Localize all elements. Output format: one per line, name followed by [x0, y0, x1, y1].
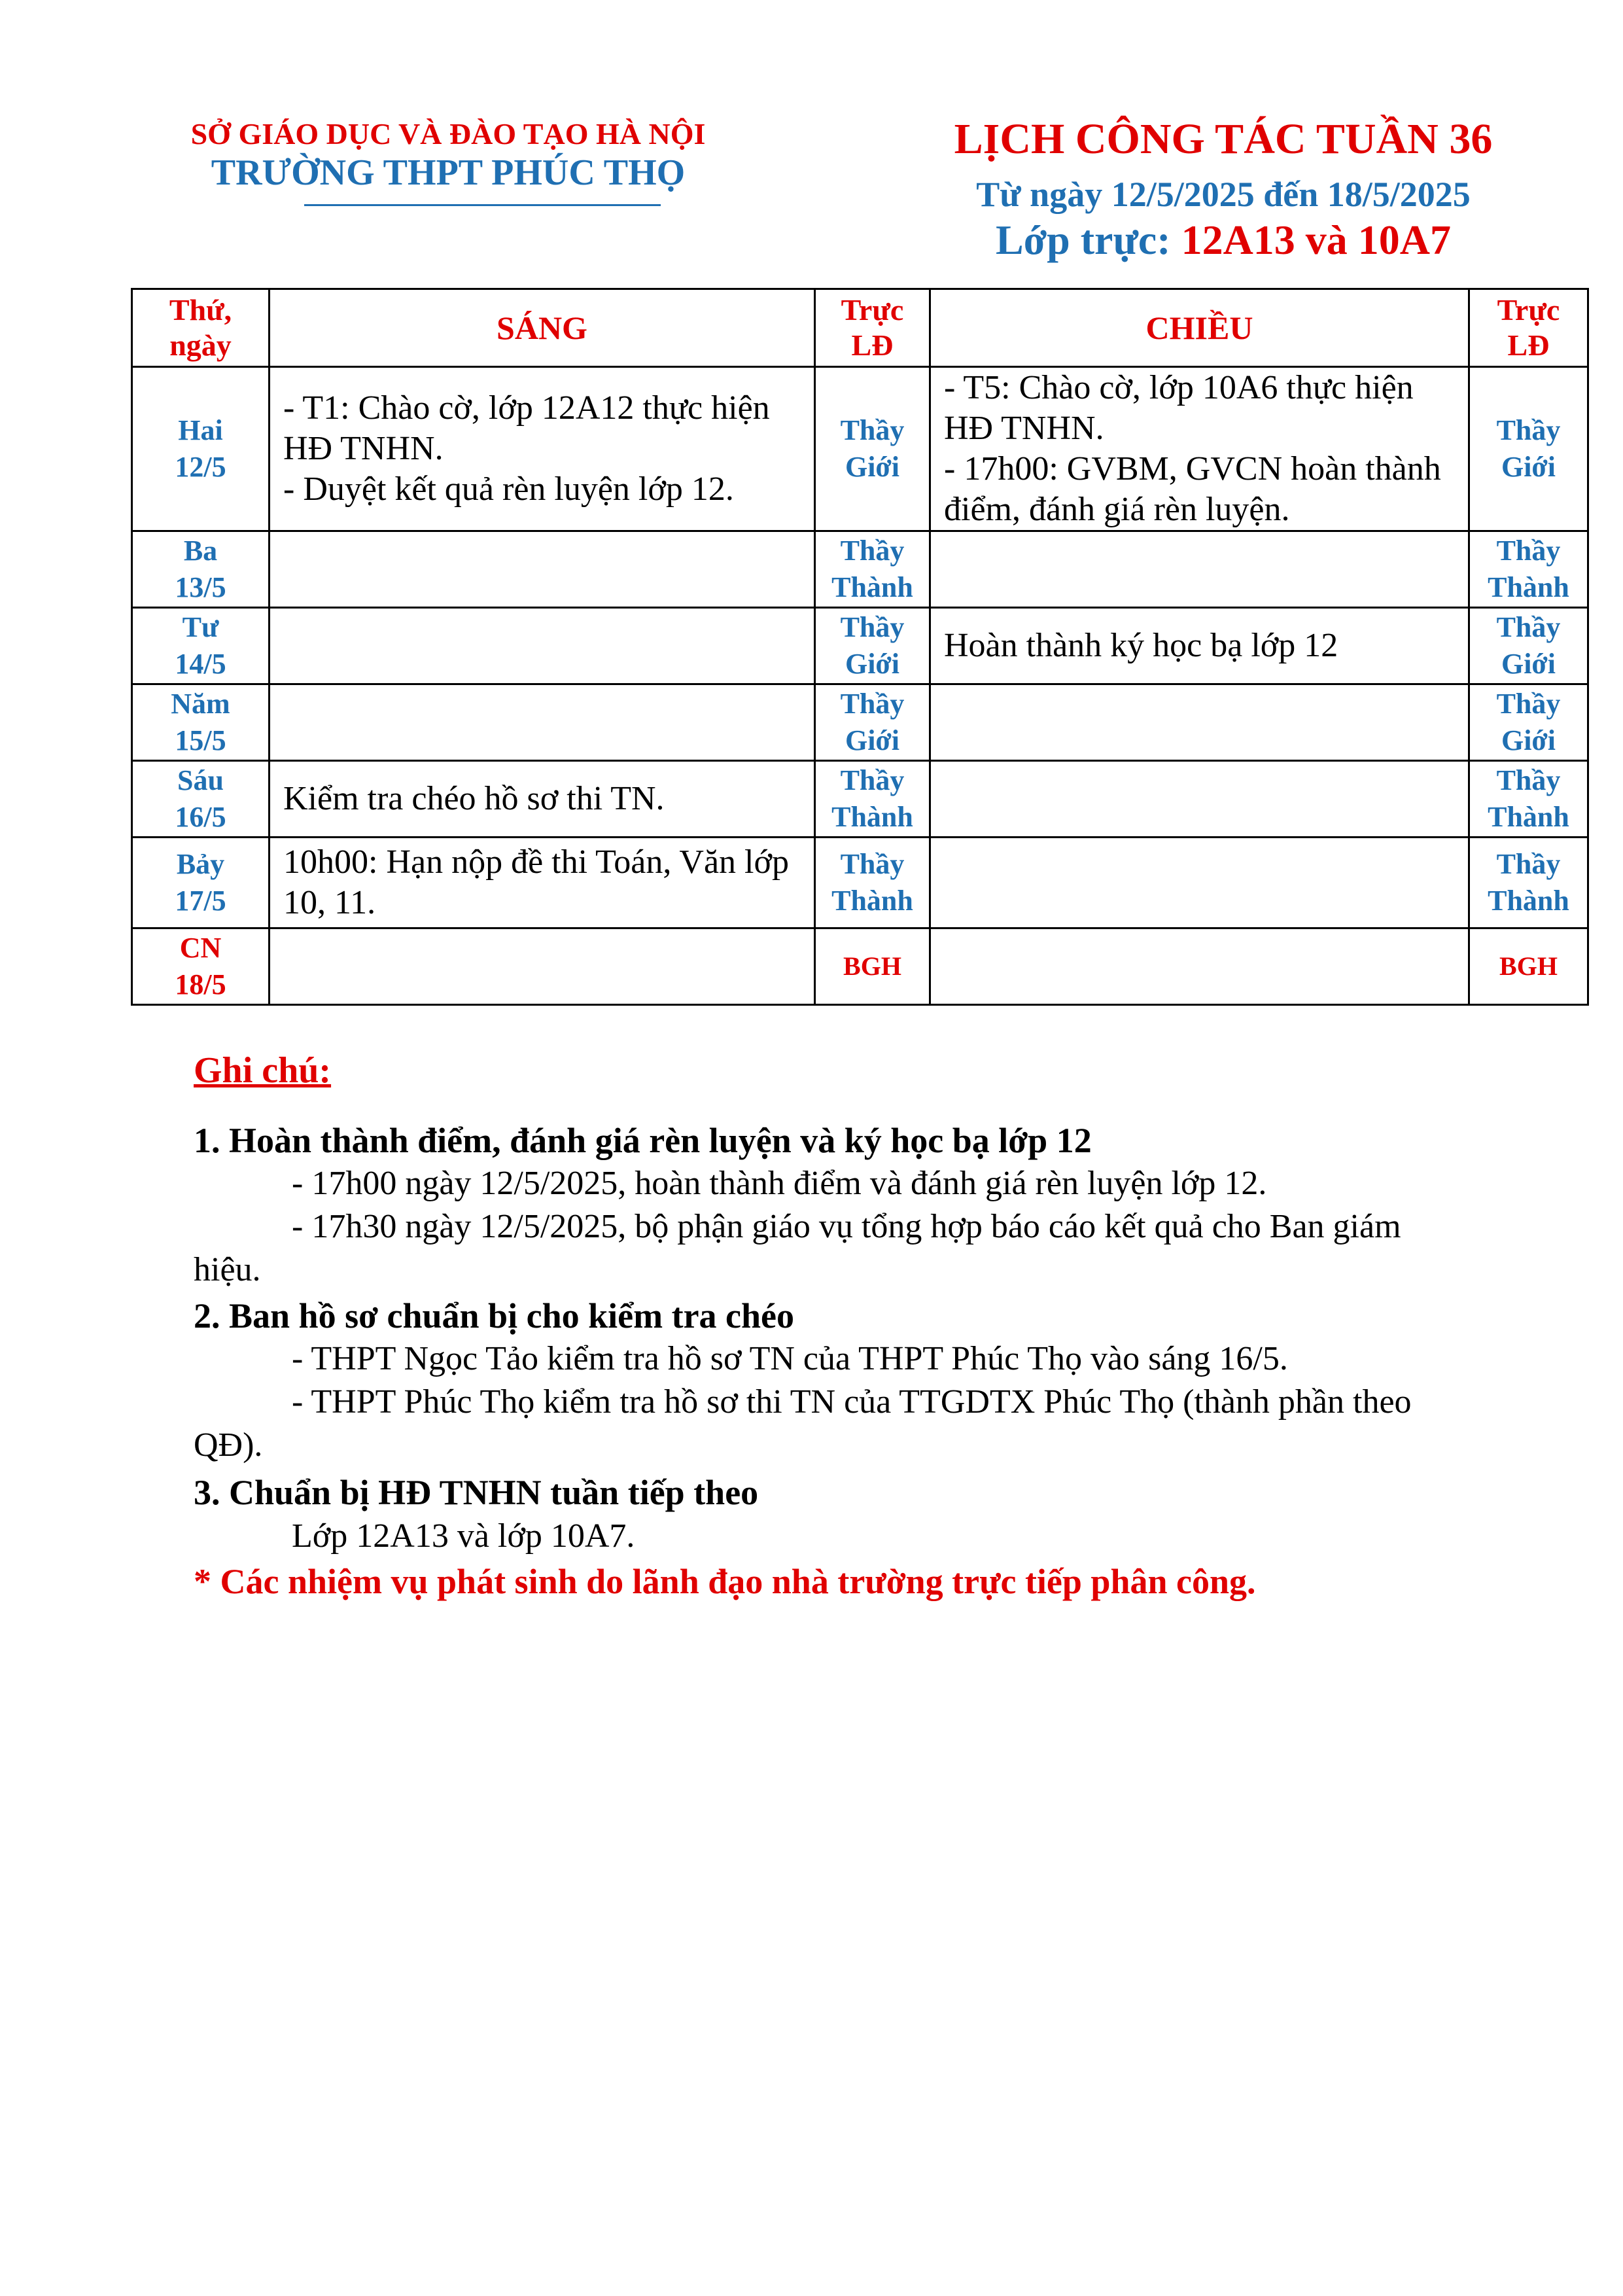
afternoon-task: Hoàn thành ký học bạ lớp 12	[944, 627, 1338, 664]
note-heading: 2. Ban hồ sơ chuẩn bị cho kiểm tra chéo	[194, 1296, 794, 1335]
header-morning: SÁNG	[270, 289, 815, 367]
duty-am-cell	[815, 608, 930, 684]
duty-pm-cell	[1469, 608, 1588, 684]
duty-person: Giới	[845, 451, 900, 483]
morning-task: - T1: Chào cờ, lớp 12A12 thực hiện HĐ TNHN.	[283, 389, 770, 467]
header-duty-am	[815, 289, 930, 367]
header-afternoon: CHIỀU	[930, 289, 1469, 367]
duty-am-cell	[815, 531, 930, 608]
duty-title: Thầy	[840, 414, 905, 446]
duty-pm-cell	[1469, 684, 1588, 761]
note-line: Lớp 12A13 và lớp 10A7.	[292, 1517, 635, 1555]
duty-pm-cell	[1469, 531, 1588, 608]
duty-am-cell	[815, 367, 930, 531]
duty-title: Thầy	[840, 764, 905, 796]
header-duty-am-line2: LĐ	[851, 328, 894, 362]
duty-class-label: Lớp trực:	[996, 217, 1171, 263]
afternoon-cell	[930, 608, 1469, 684]
duty-person: Thành	[1488, 571, 1569, 603]
table-row	[132, 761, 1588, 838]
note-line: - THPT Phúc Thọ kiểm tra hồ sơ thi TN của TTGDTX Phúc Thọ (thành phần theo QĐ).	[194, 1383, 1412, 1464]
day-date: 15/5	[175, 724, 226, 756]
duty-am-cell	[815, 684, 930, 761]
header-day-line2: ngày	[169, 328, 232, 362]
table-header-row	[132, 289, 1588, 367]
day-cell	[132, 928, 270, 1005]
duty-pm-cell	[1469, 928, 1588, 1005]
morning-cell	[270, 838, 815, 928]
header-day-line1: Thứ,	[169, 293, 232, 327]
duty-title: Thầy	[1496, 414, 1561, 446]
afternoon-cell	[930, 367, 1469, 531]
duty-pm-cell	[1469, 761, 1588, 838]
duty-pm-cell	[1469, 838, 1588, 928]
duty-person: Thành	[1488, 801, 1569, 833]
afternoon-task: - 17h00: GVBM, GVCN hoàn thành điểm, đánh giá rèn luyện.	[944, 450, 1441, 528]
day-date: 12/5	[175, 451, 226, 483]
note-line: - 17h00 ngày 12/5/2025, hoàn thành điểm và đánh giá rèn luyện lớp 12.	[292, 1165, 1267, 1202]
day-cell	[132, 761, 270, 838]
duty-person: BGH	[1499, 951, 1558, 981]
duty-title: Thầy	[840, 688, 905, 720]
schedule-table	[131, 288, 1589, 1006]
duty-title: Thầy	[1496, 764, 1561, 796]
duty-person: Thành	[831, 885, 913, 917]
day-name: Ba	[183, 535, 218, 567]
morning-cell	[270, 684, 815, 761]
duty-person: Thành	[1488, 885, 1569, 917]
note-heading: 3. Chuẩn bị HĐ TNHN tuần tiếp theo	[194, 1473, 759, 1512]
note-line: - THPT Ngọc Tảo kiểm tra hồ sơ TN của THPT Phúc Thọ vào sáng 16/5.	[292, 1340, 1288, 1377]
day-date: 13/5	[175, 571, 226, 603]
department-name: SỞ GIÁO DỤC VÀ ĐÀO TẠO HÀ NỘI	[190, 117, 706, 150]
school-name: TRƯỜNG THPT PHÚC THỌ	[211, 152, 686, 193]
day-name: Bảy	[176, 848, 225, 880]
duty-am-cell	[815, 838, 930, 928]
table-row	[132, 928, 1588, 1005]
day-date: 17/5	[175, 885, 226, 917]
afternoon-cell	[930, 761, 1469, 838]
day-cell	[132, 684, 270, 761]
afternoon-task: - T5: Chào cờ, lớp 10A6 thực hiện HĐ TNHN.	[944, 369, 1414, 447]
morning-cell	[270, 608, 815, 684]
duty-person: Giới	[845, 648, 900, 680]
day-name: Sáu	[177, 764, 224, 796]
morning-cell	[270, 761, 815, 838]
duty-title: Thầy	[1496, 535, 1561, 567]
duty-class-value: 12A13 và 10A7	[1181, 217, 1451, 263]
closing-note: * Các nhiệm vụ phát sinh do lãnh đạo nhà trường trực tiếp phân công.	[194, 1562, 1256, 1601]
date-range: Từ ngày 12/5/2025 đến 18/5/2025	[976, 175, 1471, 214]
duty-am-cell	[815, 761, 930, 838]
duty-person: Giới	[1501, 451, 1556, 483]
day-name: CN	[179, 932, 222, 964]
duty-person: Giới	[1501, 648, 1556, 680]
day-date: 18/5	[175, 968, 226, 1000]
duty-person: Thành	[831, 801, 913, 833]
note-heading: 1. Hoàn thành điểm, đánh giá rèn luyện và ký học bạ lớp 12	[194, 1121, 1092, 1160]
day-name: Hai	[178, 414, 223, 446]
morning-task: Kiểm tra chéo hồ sơ thi TN.	[283, 780, 665, 817]
header-duty-am-line1: Trực	[841, 293, 904, 327]
day-cell	[132, 531, 270, 608]
duty-am-cell	[815, 928, 930, 1005]
duty-title: Thầy	[840, 611, 905, 643]
duty-pm-cell	[1469, 367, 1588, 531]
header-duty-pm-line1: Trực	[1497, 293, 1560, 327]
note-line: - 17h30 ngày 12/5/2025, bộ phận giáo vụ tổng hợp báo cáo kết quả cho Ban giám hiệu.	[194, 1208, 1401, 1288]
table-row	[132, 838, 1588, 928]
day-date: 14/5	[175, 648, 226, 680]
header-duty-pm-line2: LĐ	[1507, 328, 1550, 362]
table-row	[132, 608, 1588, 684]
school-underline	[304, 204, 661, 206]
table-row	[132, 684, 1588, 761]
duty-person: Thành	[831, 571, 913, 603]
notes-title: Ghi chú:	[194, 1050, 332, 1091]
morning-task: - Duyệt kết quả rèn luyện lớp 12.	[283, 470, 734, 508]
day-date: 16/5	[175, 801, 226, 833]
header-day	[132, 289, 270, 367]
afternoon-cell	[930, 531, 1469, 608]
table-row	[132, 531, 1588, 608]
afternoon-cell	[930, 684, 1469, 761]
header-duty-pm	[1469, 289, 1588, 367]
duty-title: Thầy	[1496, 611, 1561, 643]
day-cell	[132, 608, 270, 684]
morning-cell	[270, 928, 815, 1005]
duty-title: Thầy	[840, 535, 905, 567]
day-cell	[132, 367, 270, 531]
afternoon-cell	[930, 928, 1469, 1005]
morning-task: 10h00: Hạn nộp đề thi Toán, Văn lớp 10, 11.	[283, 843, 789, 921]
duty-title: Thầy	[1496, 688, 1561, 720]
day-cell	[132, 838, 270, 928]
duty-person: Giới	[845, 724, 900, 756]
duty-person: BGH	[843, 951, 901, 981]
day-name: Năm	[171, 688, 230, 720]
duty-title: Thầy	[840, 848, 905, 880]
morning-cell	[270, 367, 815, 531]
day-name: Tư	[182, 611, 219, 643]
page-title: LỊCH CÔNG TÁC TUẦN 36	[954, 115, 1493, 163]
morning-cell	[270, 531, 815, 608]
duty-class-line	[870, 216, 1577, 264]
duty-title: Thầy	[1496, 848, 1561, 880]
afternoon-cell	[930, 838, 1469, 928]
duty-person: Giới	[1501, 724, 1556, 756]
table-row	[132, 367, 1588, 531]
